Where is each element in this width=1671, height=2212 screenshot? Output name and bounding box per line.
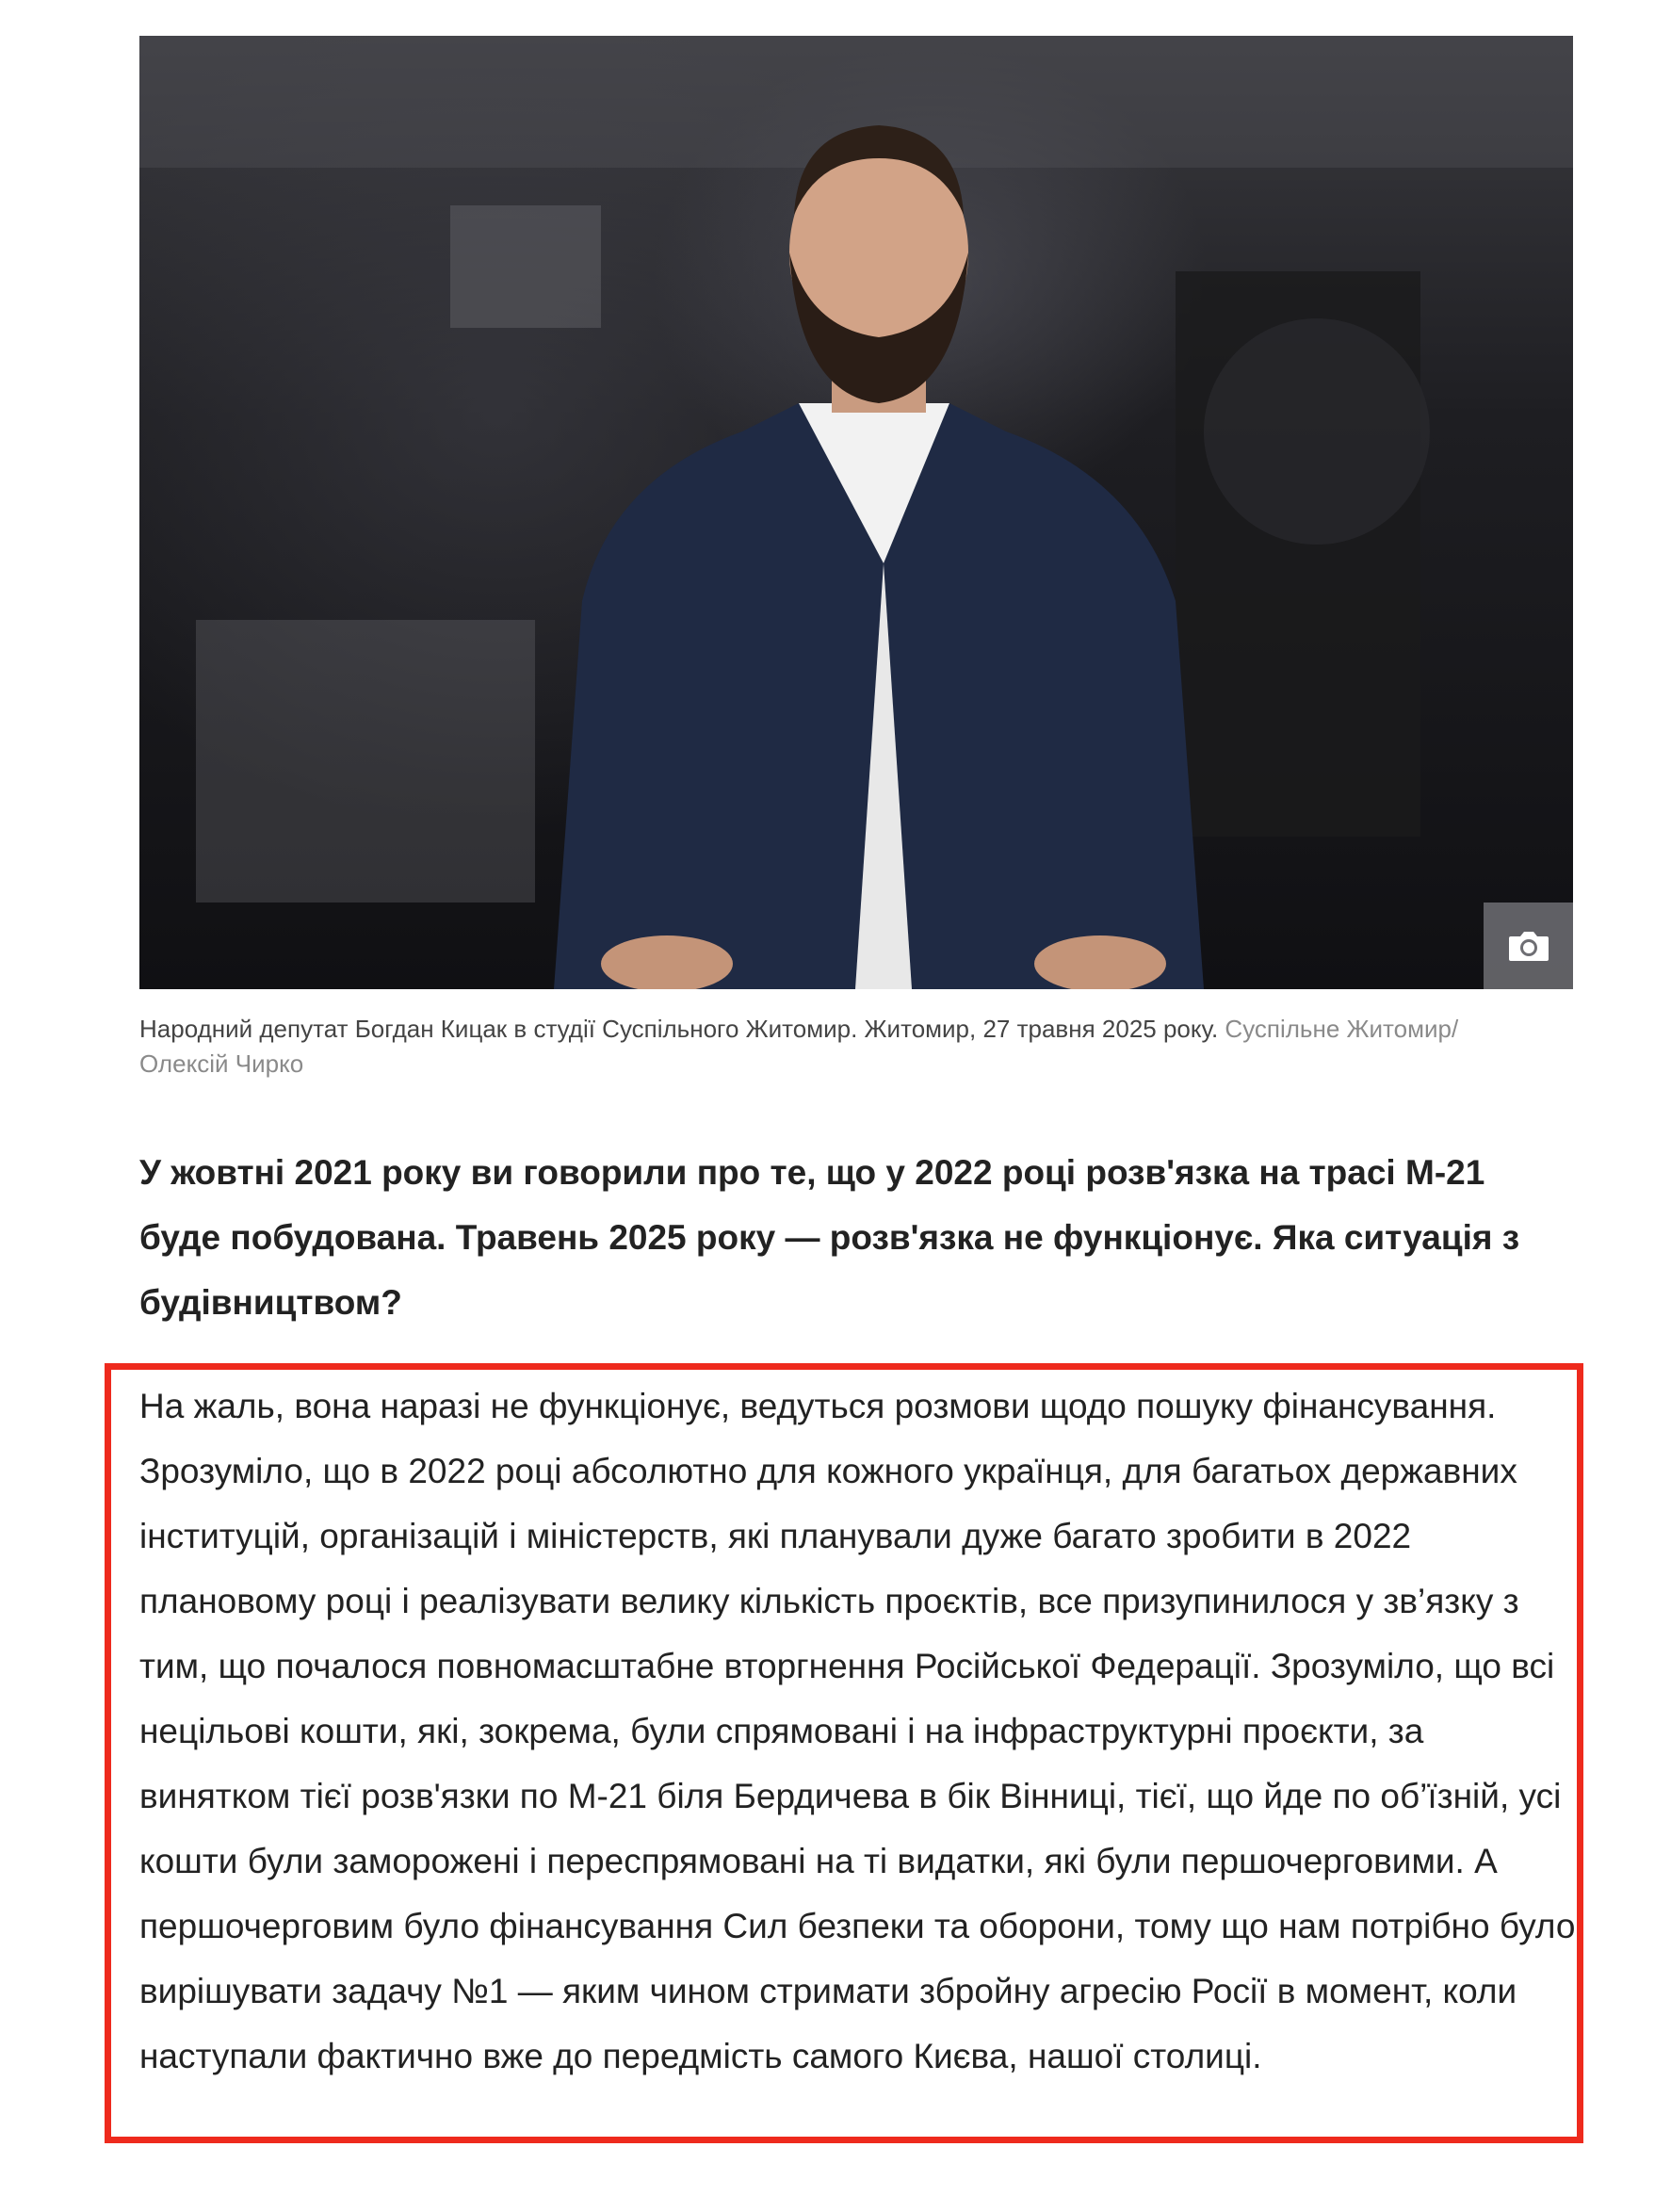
interview-answer: На жаль, вона наразі не функціонує, ведуться розмови щодо пошуку фінансування. Зрозуміло, що в 2022 році абсолютно для кожного українця, для багатьох державних інституцій, організацій і міністерств, які планували дуже багато зробити в 2022 плановому році і реалізувати велику кількість проєктів, все призупинилося у зв’язку з тим, що почалося повномасштабне вторгнення Російської Федерації. Зрозуміло, що всі нецільові кошти, які, зокрема, були спрямовані і на інфраструктурні проєкти, за винятком тієї розв'язки по М-21 біля Бердичева в бік Вінниці, тієї, що йде по об’їзній, усі кошти були заморожені і переспрямовані на ті видатки, які були першочерговими. А першочерговим було фінансування Сил безпеки та оборони, тому що нам потрібно було вирішувати задачу №1 — яким чином стримати збройну агресію Росії в момент, коли наступали фактично вже до передмість самого Києва, нашої столиці. <box>139 1387 1576 2075</box>
caption-text: Народний депутат Богдан Кицак в студії Суспільного Житомир. Житомир, 27 травня 2025 року. <box>139 1015 1219 1043</box>
highlight-box <box>105 1363 1583 2143</box>
caption-credit: Суспільне Житомир/Олексій Чирко <box>139 1015 1459 1078</box>
interview-question: У жовтні 2021 року ви говорили про те, що у 2022 році розв'язка на трасі М-21 буде побудована. Травень 2025 року — розв'язка не функціонує. Яка ситуація з будівництвом? <box>139 1153 1520 1322</box>
